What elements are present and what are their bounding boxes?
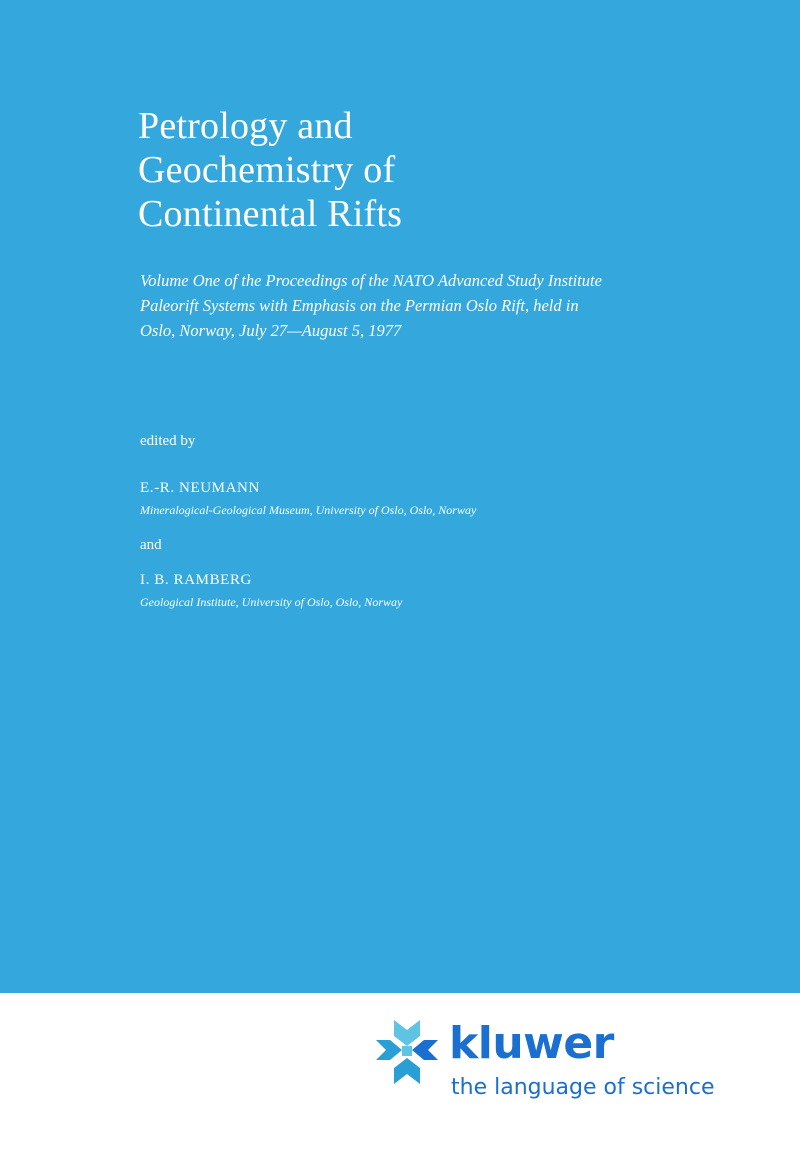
subtitle-line: Oslo, Norway, July 27—August 5, 1977 xyxy=(140,321,402,340)
edited-by-label: edited by xyxy=(140,433,196,449)
conjunction-and: and xyxy=(140,537,162,553)
editor-name: I. B. RAMBERG xyxy=(140,572,252,588)
editor-affiliation: Mineralogical-Geological Museum, University of Oslo, Oslo, Norway xyxy=(140,503,477,517)
title-line: Continental Rifts xyxy=(138,193,403,235)
subtitle-line: Paleorift Systems with Emphasis on the Permian Oslo Rift, held in xyxy=(140,296,579,315)
kluwer-logo-icon xyxy=(376,1020,438,1084)
subtitle-line: Volume One of the Proceedings of the NATO Advanced Study Institute xyxy=(140,271,602,290)
book-subtitle xyxy=(140,268,700,343)
editor-name: E.-R. NEUMANN xyxy=(140,480,260,496)
title-line: Petrology and xyxy=(138,105,353,147)
book-title xyxy=(138,104,402,236)
editor-affiliation: Geological Institute, University of Oslo, Oslo, Norway xyxy=(140,595,403,609)
publisher-tagline: the language of science xyxy=(451,1075,715,1100)
title-line: Geochemistry of xyxy=(138,149,396,191)
publisher-name: kluwer xyxy=(449,1018,614,1069)
